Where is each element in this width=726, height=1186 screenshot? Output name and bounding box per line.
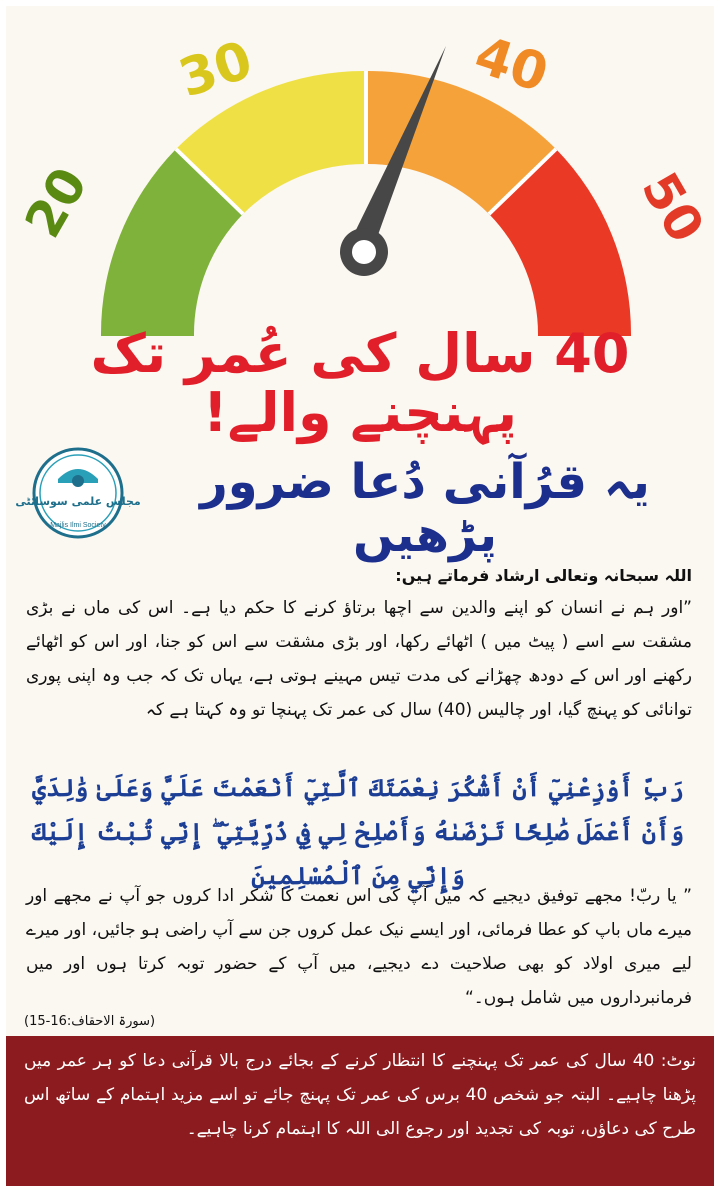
gauge-label-20: 20	[13, 157, 99, 248]
gauge-hub-center	[352, 240, 376, 264]
verse-translation: ”اور ہم نے انسان کو اپنے والدین سے اچھا برتاؤ کرنے کا حکم دیا ہے۔ اس کی ماں نے بڑی مشقت سے اسے ( پیٹ میں ) اٹھائے رکھا، اور بڑی مشقت سے اس کو جنا، اور اس کو اٹھائے رکھنے اور اس کے دودھ چھڑانے کی مدت تیس مہینے ہوتی ہے، یہاں تک کہ جب وہ اپنی پوری توانائی کو پہنچ گیا، اور چالیس (40) سال کی عمر تک پہنچا تو وہ کہتا ہے کہ	[26, 598, 692, 720]
gauge-label-30: 30	[172, 30, 260, 110]
logo-emblem	[15, 441, 141, 541]
majlis-logo	[15, 441, 141, 541]
main-title: 40 سال کی عُمر تک پہنچنے والے!	[90, 322, 630, 445]
age-gauge	[6, 6, 726, 336]
surah-reference: (سورۃ الاحقاف:16-15)	[24, 1014, 156, 1029]
intro-line: اللہ سبحانہ وتعالی ارشاد فرماتے ہیں:	[395, 566, 692, 585]
logo-text: مجلس علمی سوسائٹی	[15, 495, 141, 508]
gauge-svg	[6, 6, 726, 336]
gauge-label-50: 50	[630, 162, 716, 253]
gauge-label-40: 40	[467, 25, 555, 105]
logo-caption: Majlis Ilmi Society	[50, 522, 106, 529]
note-box: نوٹ: 40 سال کی عمر تک پہنچنے کا انتظار کرنے کے بجائے درج بالا قرآنی دعا کو ہر عمر میں پڑھنا چاہیے۔ البتہ جو شخص 40 برس کی عمر تک پہنچ جائے تو اسے مزید اہتمام کے ساتھ اس طرح کی دعاؤں، توبہ کی تجدید اور رجوع الی اللہ کا اہتمام کرنا چاہیے۔	[6, 1036, 714, 1186]
dua-meaning: ” یا ربّ! مجھے توفیق دیجیے کہ میں آپ کی اس نعمت کا شکر ادا کروں جو آپ نے مجھے اور میرے ماں باپ کو عطا فرمائی، اور ایسے نیک عمل کروں جن سے آپ راضی ہو جائیں، اور میرے لیے میری اولاد کو بھی صلاحیت دے دیجیے، میں آپ کے حضور توبہ کرتا ہوں اور میں فرمانبرداروں میں شامل ہوں۔“	[26, 886, 692, 1008]
quran-ayah: رَبِّ أَوْزِعْنِيٓ أَنْ أَشْكُرَ نِعْمَتَكَ ٱلَّتِيٓ أَنْعَمْتَ عَلَيَّ وَعَلَىٰ وَٰلِدَيَّ وَأَنْ أَعْمَلَ صَٰلِحًا تَرْضَىٰهُ وَأَصْلِحْ لِي فِي ذُرِّيَّتِيٓ ۖ إِنِّي تُبْتُ إِلَيْكَ وَإِنِّي مِنَ ٱلْمُسْلِمِينَ	[31, 773, 685, 890]
subtitle: یہ قرُآنی دُعا ضرور پڑھیں	[200, 454, 650, 563]
